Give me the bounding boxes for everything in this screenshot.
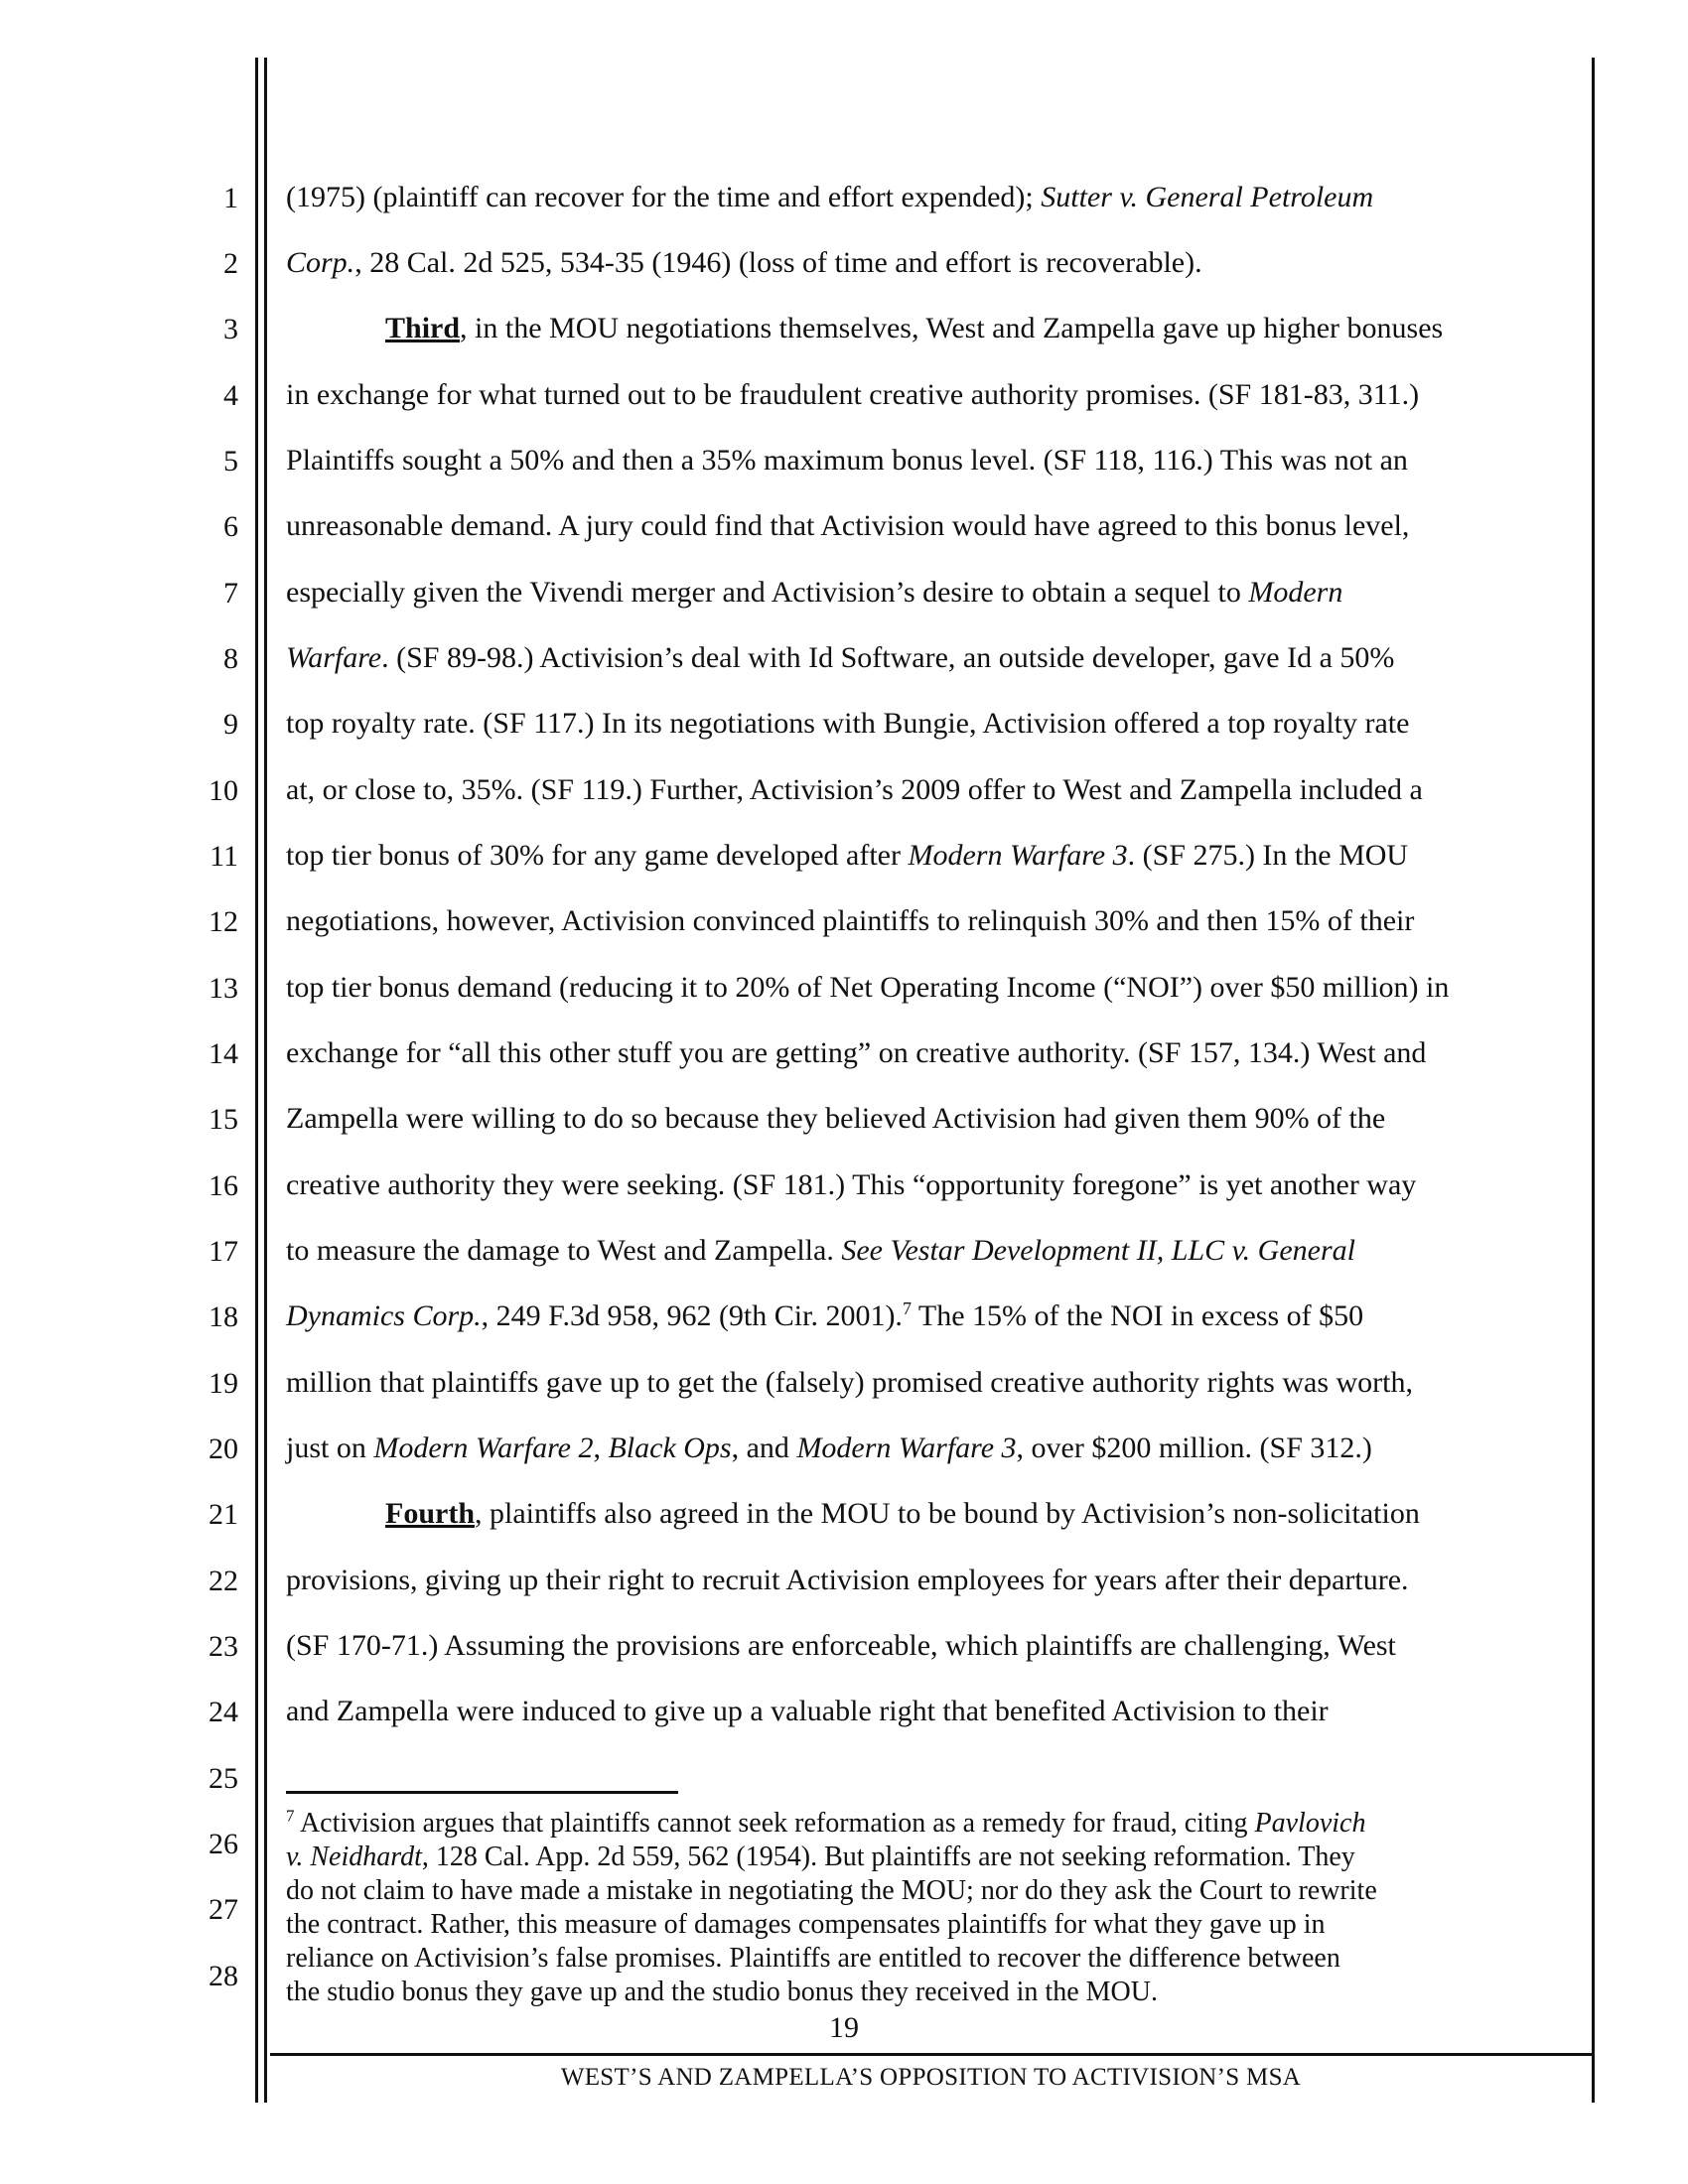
text-line: Zampella were willing to do so because they believed Activision had given them 90% of the [286,1102,1386,1135]
right-margin-rule [1592,58,1595,2103]
text-line: negotiations, however, Activision convinced plaintiffs to relinquish 30% and then 15% of their [286,904,1415,937]
footnote-marker: 7 [286,1806,295,1826]
text-line: to measure the damage to West and Zampella. See Vestar Development II, LLC v. General [286,1234,1355,1267]
text-line: just on Modern Warfare 2, Black Ops, and Modern Warfare 3, over $200 million. (SF 312.) [286,1432,1372,1464]
footnote-line: reliance on Activision’s false promises. Plaintiffs are entitled to recover the difference between [286,1943,1340,1974]
text-line: Warfare. (SF 89-98.) Activision’s deal with Id Software, an outside developer, gave Id a 50% [286,641,1395,674]
line-number: 9 [223,708,238,741]
footnote-line: the contract. Rather, this measure of damages compensates plaintiffs for what they gave up in [286,1909,1326,1940]
text-line: (1975) (plaintiff can recover for the time and effort expended); Sutter v. General Petroleum [286,181,1374,213]
text-line: creative authority they were seeking. (SF 181.) This “opportunity foregone” is yet another way [286,1168,1417,1201]
heading-fourth: Fourth [385,1497,475,1530]
footnote-line: do not claim to have made a mistake in negotiating the MOU; nor do they ask the Court to rewrite [286,1875,1377,1906]
footnote-line: the studio bonus they gave up and the studio bonus they received in the MOU. [286,1977,1158,2007]
footnote-separator [286,1791,678,1794]
text-line: top tier bonus of 30% for any game developed after Modern Warfare 3. (SF 275.) In the MOU [286,839,1409,872]
line-number: 19 [209,1367,238,1400]
text-line: especially given the Vivendi merger and Activision’s desire to obtain a sequel to Modern [286,576,1343,609]
line-number: 10 [209,774,238,807]
text-line: Fourth, plaintiffs also agreed in the MOU to be bound by Activision’s non-solicitation [385,1497,1420,1530]
text-line: million that plaintiffs gave up to get the (falsely) promised creative authority rights was worth, [286,1366,1414,1399]
line-number: 15 [209,1103,238,1136]
line-number: 16 [209,1169,238,1202]
line-number: 5 [223,445,238,478]
text-line: top tier bonus demand (reducing it to 20% of Net Operating Income (“NOI”) over $50 million) in [286,971,1450,1004]
page-number: 19 [829,2011,859,2044]
text-line: unreasonable demand. A jury could find that Activision would have agreed to this bonus level, [286,509,1410,542]
line-number: 23 [209,1630,238,1663]
text-line: and Zampella were induced to give up a valuable right that benefited Activision to their [286,1695,1329,1727]
line-number: 22 [209,1565,238,1597]
line-number: 24 [209,1696,238,1728]
line-number: 18 [209,1300,238,1333]
text-line: (SF 170-71.) Assuming the provisions are enforceable, which plaintiffs are challenging, West [286,1629,1396,1662]
footnote-reference: 7 [902,1298,912,1318]
text-line: Third, in the MOU negotiations themselves, West and Zampella gave up higher bonuses [385,312,1444,344]
line-number: 12 [209,905,238,938]
left-margin-rule [255,58,258,2103]
text-line: in exchange for what turned out to be fraudulent creative authority promises. (SF 181-83, 311.) [286,378,1420,411]
line-number: 13 [209,972,238,1005]
line-number: 2 [223,247,238,280]
line-number: 28 [209,1960,238,1992]
line-number: 3 [223,313,238,345]
line-number: 25 [209,1762,238,1795]
heading-third: Third [385,312,461,344]
line-number: 6 [223,510,238,543]
footer-title: WEST’S AND ZAMPELLA’S OPPOSITION TO ACTIVISION’S MSA [560,2064,1302,2091]
line-number: 20 [209,1433,238,1465]
text-line: Corp., 28 Cal. 2d 525, 534-35 (1946) (loss of time and effort is recoverable). [286,246,1202,279]
text-line: provisions, giving up their right to recruit Activision employees for years after their departure. [286,1564,1409,1596]
text-line: at, or close to, 35%. (SF 119.) Further, Activision’s 2009 offer to West and Zampella included a [286,773,1423,806]
footer-rule [270,2053,1592,2056]
line-number: 4 [223,379,238,412]
line-number: 17 [209,1235,238,1268]
text-line: Plaintiffs sought a 50% and then a 35% maximum bonus level. (SF 118, 116.) This was not an [286,444,1408,477]
text-line: Dynamics Corp., 249 F.3d 958, 962 (9th Cir. 2001).$^7$ The 15% of the NOI in excess of $50 [286,1298,1364,1332]
left-margin-rule-inner [264,58,267,2103]
line-number: 7 [223,577,238,610]
footnote-line: v. Neidhardt, 128 Cal. App. 2d 559, 562 (1954). But plaintiffs are not seeking reformation. They [286,1842,1355,1872]
text-line: exchange for “all this other stuff you are getting” on creative authority. (SF 157, 134.) West and [286,1036,1427,1069]
line-number: 21 [209,1498,238,1531]
line-number: 14 [209,1037,238,1070]
footnote-line: $^7$ Activision argues that plaintiffs cannot seek reformation as a remedy for fraud, citing Pavlovich [286,1806,1366,1839]
line-number: 8 [223,642,238,675]
line-number: 11 [210,840,238,873]
line-number: 27 [209,1893,238,1926]
text-line: top royalty rate. (SF 117.) In its negotiations with Bungie, Activision offered a top royalty rate [286,707,1410,740]
line-number: 26 [209,1828,238,1860]
line-number: 1 [223,182,238,214]
